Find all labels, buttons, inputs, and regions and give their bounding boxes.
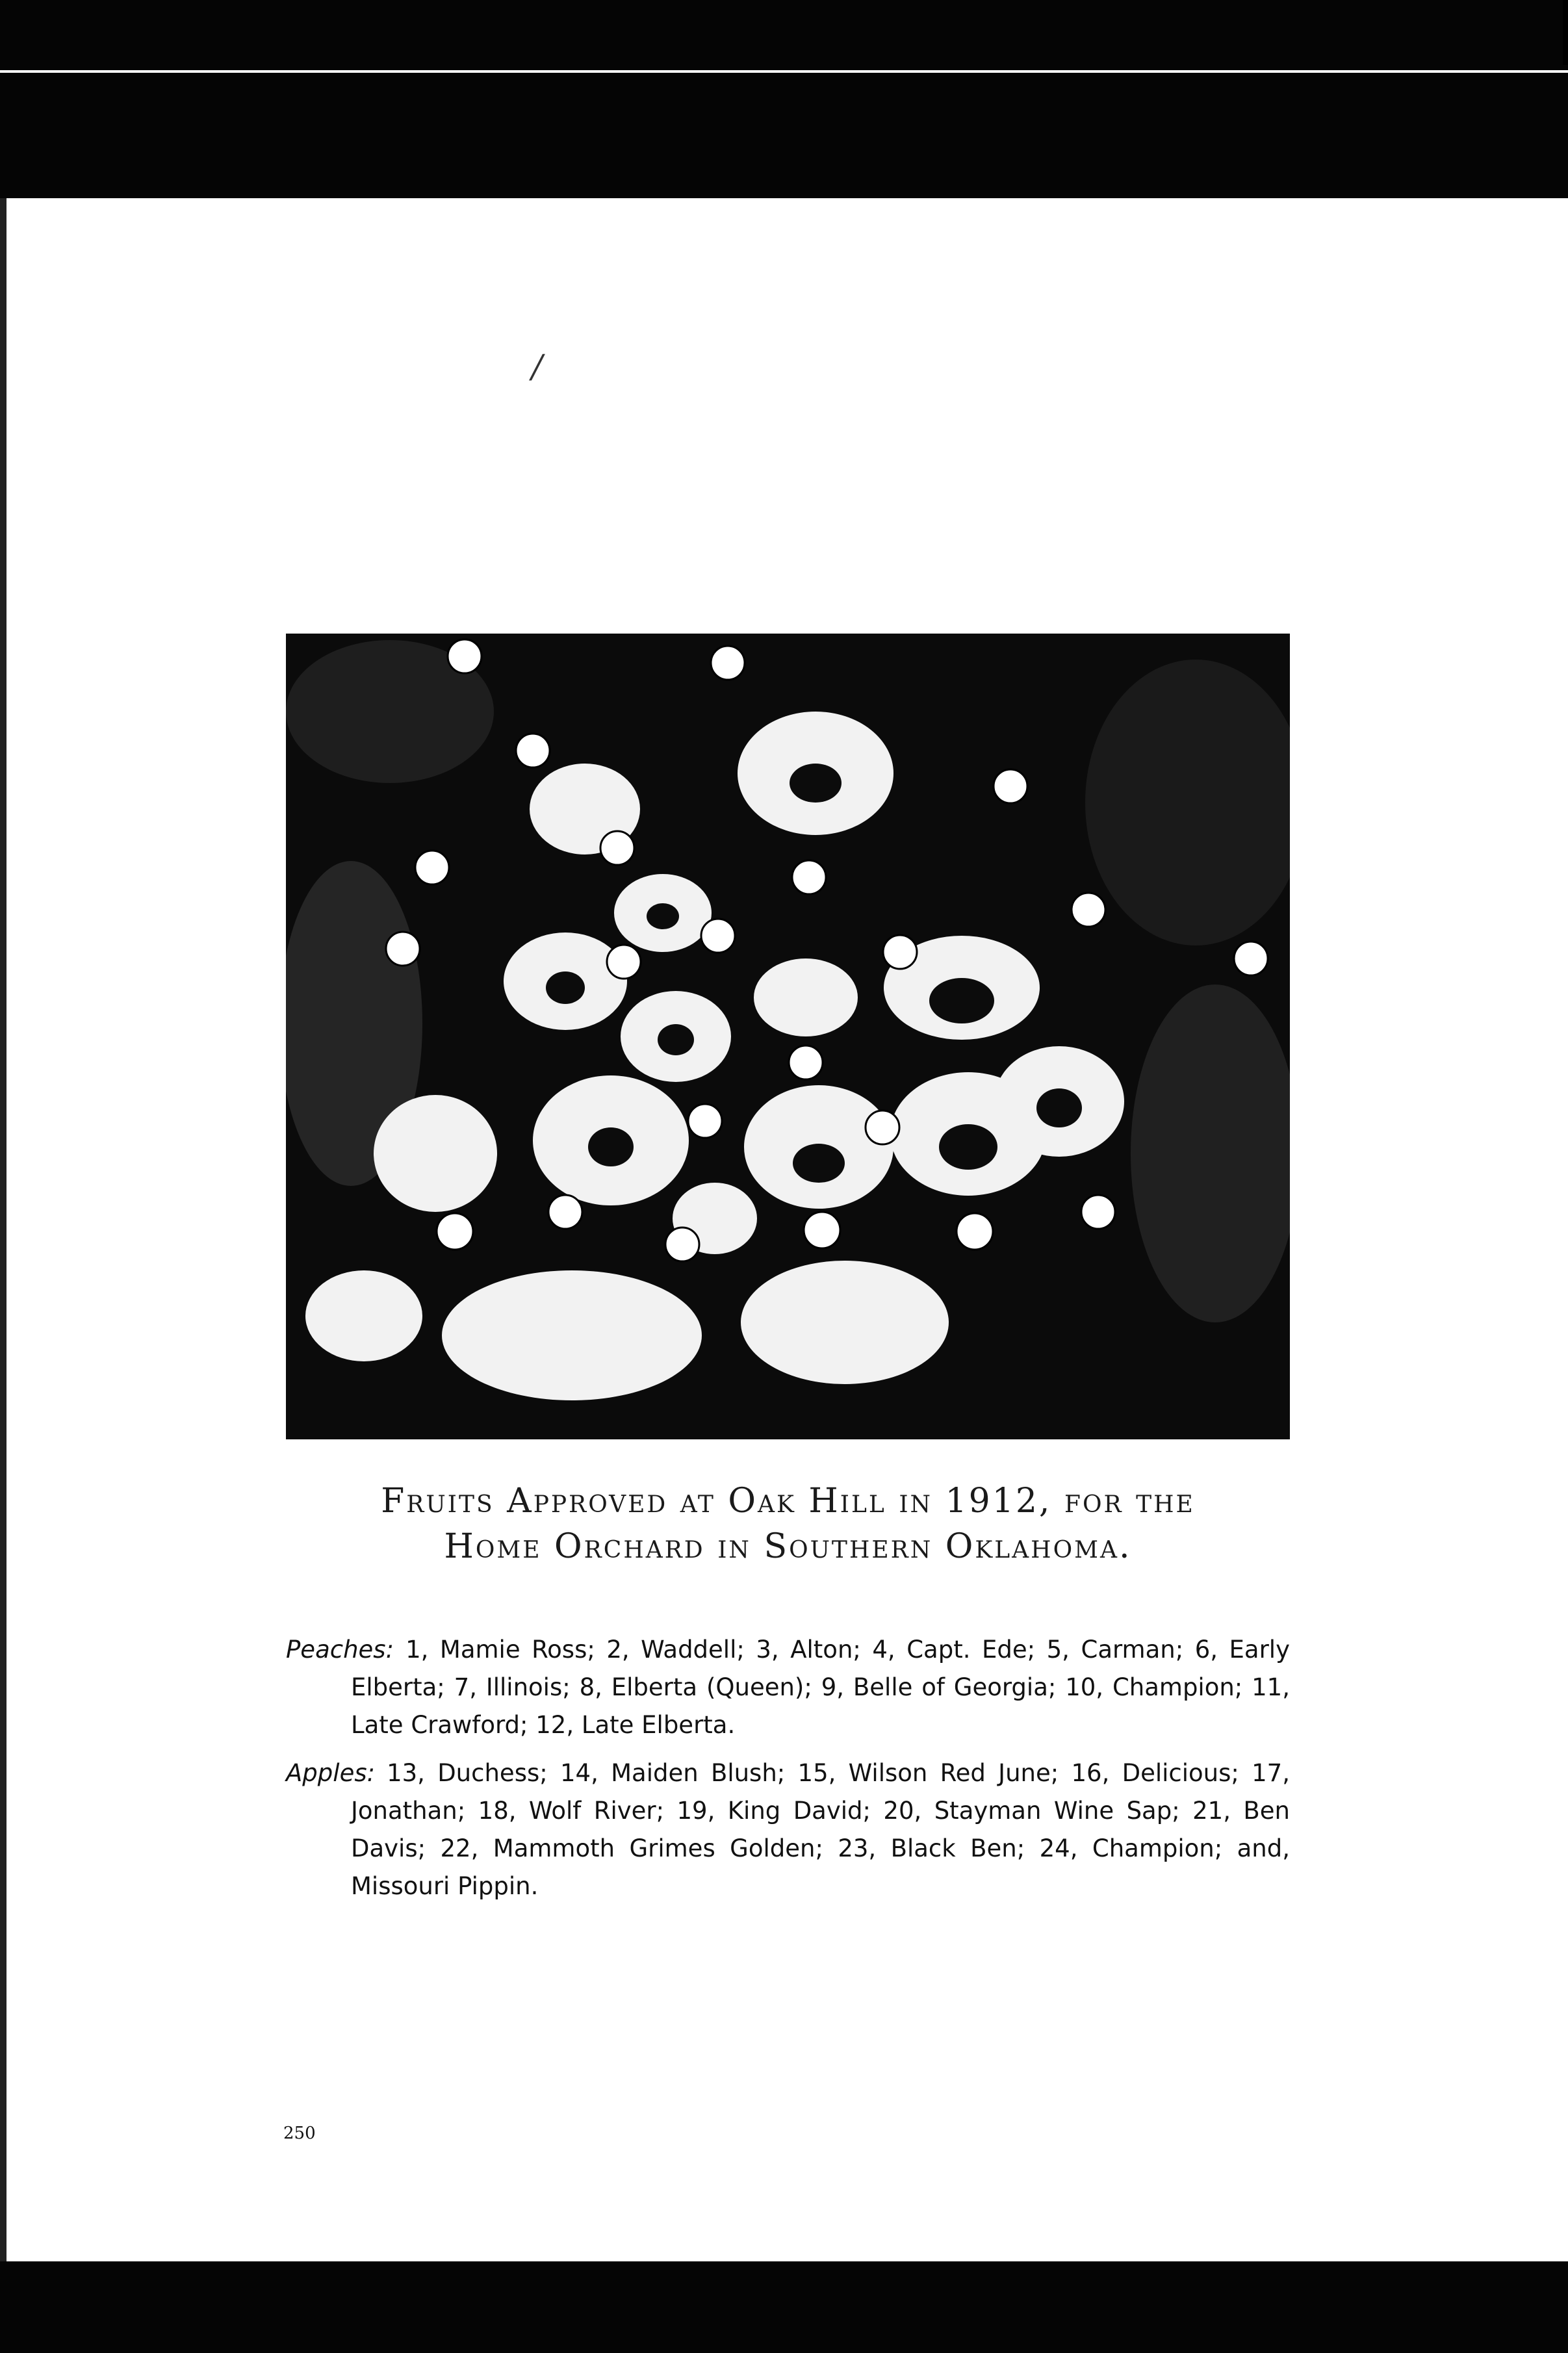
figure-caption	[286, 1478, 1290, 1569]
peaches-text: 1, Mamie Ross; 2, Waddell; 3, Alton; 4, Capt. Ede; 5, Carman; 6, Early Elberta; 7, Illinois; 8, Elberta (Queen); 9, Belle of Georgia; 10, Champion; 11, Late Crawford; 12, Late Elberta.	[351, 1636, 1290, 1739]
scan-border-bottom	[0, 2261, 1568, 2353]
scan-page-edge	[0, 198, 6, 2261]
caption-line-2: Home Orchard in Southern Oklahoma.	[444, 1527, 1132, 1566]
fruit-legend	[286, 1631, 1290, 1916]
scan-border-line	[0, 70, 1568, 73]
scan-border-top	[0, 0, 1568, 198]
apples-label: Apples:	[286, 1759, 376, 1787]
fruit-photo-illustration	[286, 634, 1290, 1439]
peaches-label: Peaches:	[286, 1636, 394, 1664]
fruit-photograph	[286, 634, 1290, 1439]
scan-page-edge-right	[1563, 0, 1568, 65]
apples-entry	[286, 1755, 1290, 1905]
caption-line-1: Fruits Approved at Oak Hill in 1912, for the	[381, 1482, 1195, 1521]
peaches-entry	[286, 1631, 1290, 1744]
page-number: 250	[283, 2124, 316, 2143]
stray-mark: /	[532, 348, 543, 385]
apples-text: 13, Duchess; 14, Maiden Blush; 15, Wilson Red June; 16, Delicious; 17, Jonathan; 18, Wolf River; 19, King David; 20, Stayman Wine Sap; 21, Ben Davis; 22, Mammoth Grimes Golden; 23, Black Ben; 24, Champion; and, Missouri Pippin.	[351, 1759, 1290, 1900]
